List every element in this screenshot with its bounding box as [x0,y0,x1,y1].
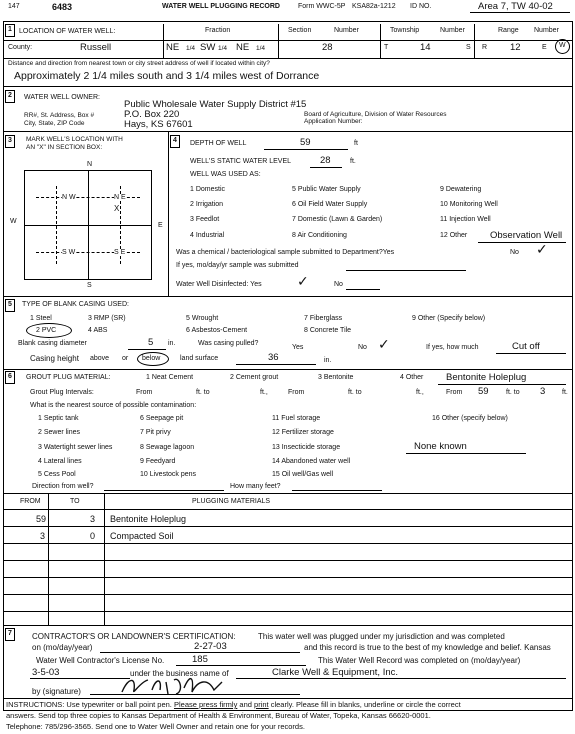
record-number: 6483 [52,2,73,12]
true-text: and this record is true to the best of my knowledge and belief. Kansas [304,643,551,652]
source-16: 16 Other (specify below) [432,415,508,422]
grout-1: 1 Neat Cement [146,374,194,381]
plug-header-materials: PLUGGING MATERIALS [192,498,271,505]
address-label: RR#, St. Address, Box # [24,112,95,119]
id-label: ID NO. [410,3,432,10]
interval-from-value: 59 [478,386,489,397]
casing-height-unit: in. [324,357,332,364]
interval-from-3: From [446,389,463,396]
section-7-number: 7 [8,630,12,637]
signature-label: by (signature) [32,687,81,696]
interval-ftto-2: ft. to [348,389,362,396]
use-9: 9 Dewatering [440,186,482,193]
address-value: P.O. Box 220 [124,109,180,120]
use-5: 5 Public Water Supply [292,186,361,193]
sample-date-label: If yes, mo/day/yr sample was submitted [176,262,299,269]
use-8: 8 Air Conditioning [292,232,347,239]
use-10: 10 Monitoring Well [440,201,498,208]
diameter-value: 5 [148,337,154,348]
use-4: 4 Industrial [190,232,225,239]
statute: KSA82a-1212 [352,3,396,10]
range-label: Range [498,27,519,34]
section-4-number: 4 [173,137,177,144]
depth-unit: ft [354,140,358,147]
form-frame [3,21,573,711]
pulled-no-check-icon: ✓ [378,337,390,353]
completed-text: This Water Well Record was completed on (mo/day/year) [318,656,521,665]
source-2: 2 Sewer lines [38,429,81,436]
business-value: Clarke Well & Equipment, Inc. [272,667,399,678]
source-13: 13 Insecticide storage [272,444,341,451]
casing-3: 3 RMP (SR) [88,315,126,322]
instructions-line-2: answers. Send top three copies to Kansas Department of Health & Environment, Bureau of Water, Topeka, Kansas 66620-0001. [6,711,431,720]
use-2: 2 Irrigation [190,201,224,208]
casing-above: above [90,355,110,362]
grout-intervals-label: Grout Plug Intervals: [30,389,94,396]
on-value: 2-27-03 [194,641,227,652]
range-r-label: R [482,44,488,51]
well-location-x: X [114,204,120,213]
interval-ftto-3: ft. to [506,389,520,396]
how-much-label: If yes, how much [426,344,479,351]
township-value: 14 [420,42,431,53]
source-1: 1 Septic tank [38,415,79,422]
city-label: City, State, ZIP Code [24,120,85,127]
source-5: 5 Cess Pool [38,471,76,478]
static-level-unit: ft. [350,158,356,165]
county-value: Russell [80,42,112,53]
source-7: 7 Pit privy [140,429,171,436]
range-e-label: E [542,44,547,51]
city-value: Hays, KS 67601 [124,119,193,130]
quad-nw: N W [62,194,76,201]
quad-se: S E [114,249,126,256]
compass-s: S [87,282,92,289]
quad-ne: N E [114,194,126,201]
interval-from-2: From [288,389,305,396]
casing-or: or [122,355,129,362]
compass-e: E [158,222,163,229]
plug-row-2-from: 3 [40,531,46,541]
plug-row-2-to: 0 [90,531,96,541]
diameter-unit: in. [168,340,176,347]
source-15: 15 Oil well/Gas well [272,471,334,478]
quarter-unit-2: 1/4 [218,45,228,52]
owner-name: Public Wholesale Water Supply District #15 [124,99,307,110]
section-value: 28 [322,42,333,53]
license-label: Water Well Contractor's License No. [36,656,165,665]
source-9: 9 Feedyard [140,458,176,465]
section-5-number: 5 [8,301,12,308]
interval-to-value: 3 [540,386,546,397]
fraction-label: Fraction [205,27,231,34]
interval-from-1: From [136,389,153,396]
use-6: 6 Oil Field Water Supply [292,201,368,208]
how-much-value: Cut off [512,341,540,352]
instructions-line-1: INSTRUCTIONS: Use typewriter or ball point pen. Please press firmly and print clearly. Please fill in blanks, underline or circle the correct [6,700,461,709]
casing-below: below [142,355,161,362]
use-3: 3 Feedlot [190,216,220,223]
section-1-number: 1 [8,26,12,33]
land-surface-label: land surface [180,355,219,362]
cert-label: CONTRACTOR'S OR LANDOWNER'S CERTIFICATION: [32,632,236,641]
plug-row-2-material: Compacted Soil [110,531,174,541]
sample-no-check-icon: ✓ [536,242,548,258]
section-number-label: Number [334,27,359,34]
county-label: County: [8,44,33,51]
township-number-label: Number [440,27,465,34]
plug-row-1-material: Bentonite Holeplug [110,514,187,524]
distance-value: Approximately 2 1/4 miles south and 3 1/4 miles west of Dorrance [14,70,320,82]
interval-ft-2: ft., [416,389,424,396]
casing-9: 9 Other (Specify below) [412,315,486,322]
quad-sw: S W [62,249,76,256]
plug-row-1-to: 3 [90,514,96,524]
section-2-number: 2 [8,92,12,99]
casing-height-value: 36 [268,352,279,363]
use-1: 1 Domestic [190,186,226,193]
range-w-label: W [559,42,566,49]
quarter-unit-1: 1/4 [186,45,196,52]
source-4: 4 Lateral lines [38,458,82,465]
distance-label: Distance and direction from nearest town or city street address of well if located within city? [8,60,270,67]
section-3-number: 3 [8,137,12,144]
township-s-label: S [466,44,471,51]
pulled-yes: Yes [292,344,304,351]
diameter-label: Blank casing diameter [18,340,87,347]
township-label: Township [390,27,420,34]
license-value: 185 [192,654,208,665]
disinfected-no: No [334,281,343,288]
casing-5: 5 Wrought [186,315,219,322]
section-3-title-2: AN "X" IN SECTION BOX: [26,144,103,151]
compass-w: W [10,218,17,225]
sample-no: No [510,249,519,256]
direction-label: Direction from well? [32,483,94,490]
quarter-3: NE [236,42,250,53]
casing-6: 6 Asbestos-Cement [186,327,248,334]
casing-height-label: Casing height [30,354,79,363]
grout-4: 4 Other [400,374,424,381]
casing-2: 2 PVC [36,327,57,334]
page-number: 147 [8,3,20,10]
section-1-title: LOCATION OF WATER WELL: [19,28,116,35]
source-10: 10 Livestock pens [140,471,197,478]
township-t-label: T [384,44,389,51]
use-7: 7 Domestic (Lawn & Garden) [292,216,383,223]
casing-4: 4 ABS [88,327,108,334]
range-value: 12 [510,42,521,53]
how-many-feet-label: How many feet? [230,483,281,490]
business-label: under the business name of [130,669,229,678]
source-14: 14 Abandoned water well [272,458,351,465]
static-level-value: 28 [320,155,331,166]
used-as-label: WELL WAS USED AS: [190,171,261,178]
plug-header-from: FROM [20,498,41,505]
form-title: WATER WELL PLUGGING RECORD [162,3,280,10]
section-5-title: TYPE OF BLANK CASING USED: [22,301,129,308]
section-2-title: WATER WELL OWNER: [24,94,100,101]
depth-value: 59 [300,137,311,148]
cert-text: This water well was plugged under my jurisdiction and was completed [258,632,505,641]
grout-other-value: Bentonite Holeplug [446,372,527,383]
grout-3: 3 Bentonite [318,374,354,381]
static-level-label: WELL'S STATIC WATER LEVEL [190,158,292,165]
pulled-label: Was casing pulled? [198,340,259,347]
interval-ftto-1: ft. to [196,389,210,396]
source-6: 6 Seepage pit [140,415,184,422]
compass-n: N [87,161,93,168]
quarter-unit-3: 1/4 [256,45,266,52]
grout-2: 2 Cement grout [230,374,279,381]
interval-ft-end: ft. [562,389,568,396]
on-label: on (mo/day/year) [32,643,93,652]
plug-row-1-from: 59 [36,514,47,524]
form-id: Form WWC-5P [298,3,346,10]
use-11: 11 Injection Well [440,216,491,223]
completed-value: 3-5-03 [32,667,60,678]
interval-ft-1: ft., [260,389,268,396]
range-number-label: Number [534,27,559,34]
disinfected-label: Water Well Disinfected: Yes [176,281,262,288]
source-12: 12 Fertilizer storage [272,429,334,436]
application-label: Application Number: [304,118,363,125]
use-12: 12 Other [440,232,468,239]
depth-label: DEPTH OF WELL [190,140,247,147]
quarter-1: NE [166,42,180,53]
other-source-value: None known [414,441,467,452]
sample-question: Was a chemical / bacteriological sample submitted to Department?Yes [176,249,395,256]
instructions-line-3: Telephone: 785/296-3565. Send one to Water Well Owner and retain one for your records. [6,722,305,731]
casing-1: 1 Steel [30,315,52,322]
board-label: Board of Agriculture, Division of Water Resources [304,111,447,118]
pulled-no: No [358,344,367,351]
contamination-label: What is the nearest source of possible contamination: [30,402,197,409]
plug-header-to: TO [70,498,80,505]
other-use-value: Observation Well [490,230,563,241]
quarter-2: SW [200,42,216,53]
section-label: Section [288,27,312,34]
grout-material-label: GROUT PLUG MATERIAL: [26,374,111,381]
source-3: 3 Watertight sewer lines [38,444,113,451]
source-8: 8 Sewage lagoon [140,444,195,451]
section-3-title-1: MARK WELL'S LOCATION WITH [26,136,123,143]
disinfected-yes-check-icon: ✓ [297,274,309,290]
casing-7: 7 Fiberglass [304,315,343,322]
signature-image [118,672,228,700]
casing-8: 8 Concrete Tile [304,327,352,334]
source-11: 11 Fuel storage [272,415,321,422]
id-value: Area 7, TW 40-02 [478,1,553,12]
section-6-number: 6 [8,373,12,380]
